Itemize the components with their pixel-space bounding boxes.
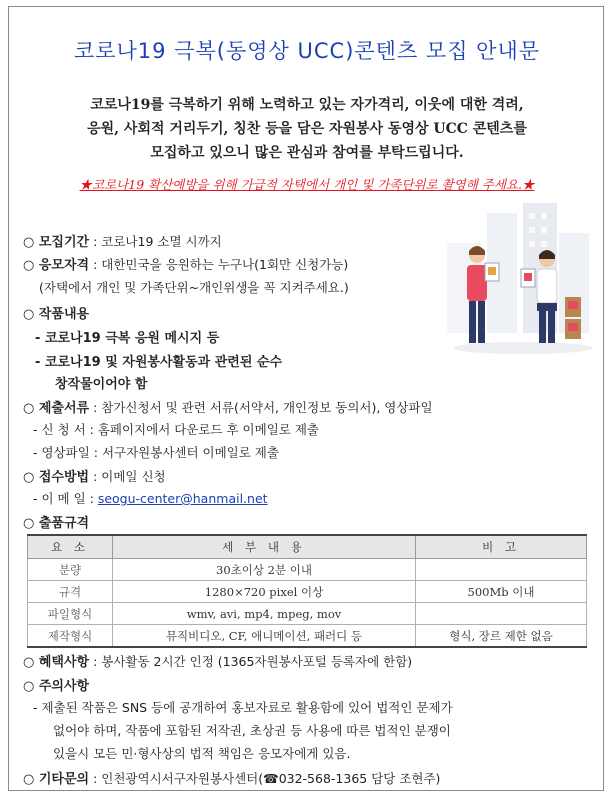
table-header: 요 소	[28, 535, 113, 559]
benefit-label: ○ 혜택사항	[23, 655, 90, 670]
table-cell: wmv, avi, mp4, mpeg, mov	[113, 603, 416, 625]
table-cell: 30초이상 2분 이내	[113, 559, 416, 581]
intro-line: 모집하고 있으니 많은 관심과 참여를 부탁드립니다.	[150, 145, 464, 161]
notice-document	[8, 6, 604, 791]
caution-label: ○ 주의사항	[23, 679, 90, 694]
documents-label: ○ 제출서류	[23, 401, 90, 416]
page-title: 코로나19 극복(동영상 UCC)콘텐츠 모집 안내문	[73, 39, 541, 63]
table-cell: 파일형식	[28, 603, 113, 625]
caution-line: 없어야 하며, 작품에 포함된 저작권, 초상권 등 사용에 따른 법적인 분쟁이	[53, 723, 451, 738]
table-cell: 규격	[28, 581, 113, 603]
documents-value: : 참가신청서 및 관련 서류(서약서, 개인정보 동의서), 영상파일	[89, 400, 433, 415]
email-row	[33, 489, 268, 507]
email-label: - 이 메 일 :	[33, 491, 98, 506]
documents-row	[23, 397, 433, 416]
eligibility-label: ○ 응모자격	[23, 258, 90, 273]
table-cell	[416, 603, 587, 625]
caution-line: 있을시 모든 민·형사상의 법적 책임은 응모자에게 있음.	[53, 746, 351, 761]
content-item: 창작물이어야 함	[55, 377, 148, 392]
period-row	[23, 231, 222, 250]
table-row	[28, 559, 587, 581]
intro-paragraph	[23, 93, 591, 165]
table-cell: 형식, 장르 제한 없음	[416, 625, 587, 648]
submission-row	[23, 466, 166, 485]
contact-label: ○ 기타문의	[23, 772, 90, 787]
content-row	[23, 303, 89, 322]
caution-line: - 제출된 작품은 SNS 등에 공개하여 홍보자료로 활용함에 있어 법적인 문제가	[33, 700, 453, 715]
contact-value: : 인천광역시서구자원봉사센터(☎032-568-1365 담당 조현주)	[89, 771, 441, 786]
documents-item: - 영상파일 : 서구자원봉사센터 이메일로 제출	[33, 445, 279, 460]
table-header-row	[28, 535, 587, 559]
email-link[interactable]: seogu-center@hanmail.net	[97, 491, 268, 506]
table-header: 세 부 내 용	[113, 535, 416, 559]
spec-table	[27, 534, 587, 648]
caution-row	[23, 675, 89, 694]
table-cell: 500Mb 이내	[416, 581, 587, 603]
eligibility-row	[23, 254, 348, 273]
table-cell: 1280×720 pixel 이상	[113, 581, 416, 603]
period-label: ○ 모집기간	[23, 235, 90, 250]
table-cell	[416, 559, 587, 581]
submission-label: ○ 접수방법	[23, 470, 90, 485]
content-item: - 코로나19 및 자원봉사활동과 관련된 순수	[35, 355, 283, 370]
content-item: - 코로나19 극복 응원 메시지 등	[35, 331, 220, 346]
table-cell: 분량	[28, 559, 113, 581]
table-cell: 뮤직비디오, CF, 애니메이션, 패러디 등	[113, 625, 416, 648]
table-row	[28, 625, 587, 648]
spec-row	[23, 512, 89, 531]
eligibility-value: : 대한민국을 응원하는 누구나(1회만 신청가능)	[89, 257, 349, 272]
volunteer-illustration	[447, 203, 599, 363]
intro-line: 코로나19를 극복하기 위해 노력하고 있는 자가격리, 이웃에 대한 격려,	[90, 97, 524, 113]
contact-row	[23, 768, 440, 787]
spec-label: ○ 출품규격	[23, 516, 90, 531]
intro-line: 응원, 사회적 거리두기, 칭찬 등을 담은 자원봉사 동영상 UCC 콘텐츠를	[87, 121, 527, 137]
table-row	[28, 581, 587, 603]
table-cell: 제작형식	[28, 625, 113, 648]
submission-value: : 이메일 신청	[89, 469, 166, 484]
table-row	[28, 603, 587, 625]
content-label: ○ 작품내용	[23, 307, 90, 322]
eligibility-note: (자택에서 개인 및 가족단위~개인위생을 꼭 지켜주세요.)	[39, 280, 349, 295]
benefit-row	[23, 651, 412, 670]
filming-notice: ★코로나19 확산예방을 위해 가급적 자택에서 개인 및 가족단위로 촬영해 주세요.★	[79, 177, 535, 192]
period-value: : 코로나19 소멸 시까지	[89, 234, 222, 249]
benefit-value: : 봉사활동 2시간 인정 (1365자원봉사포털 등록자에 한함)	[89, 654, 413, 669]
table-header: 비 고	[416, 535, 587, 559]
documents-item: - 신 청 서 : 홈페이지에서 다운로드 후 이메일로 제출	[33, 422, 319, 437]
